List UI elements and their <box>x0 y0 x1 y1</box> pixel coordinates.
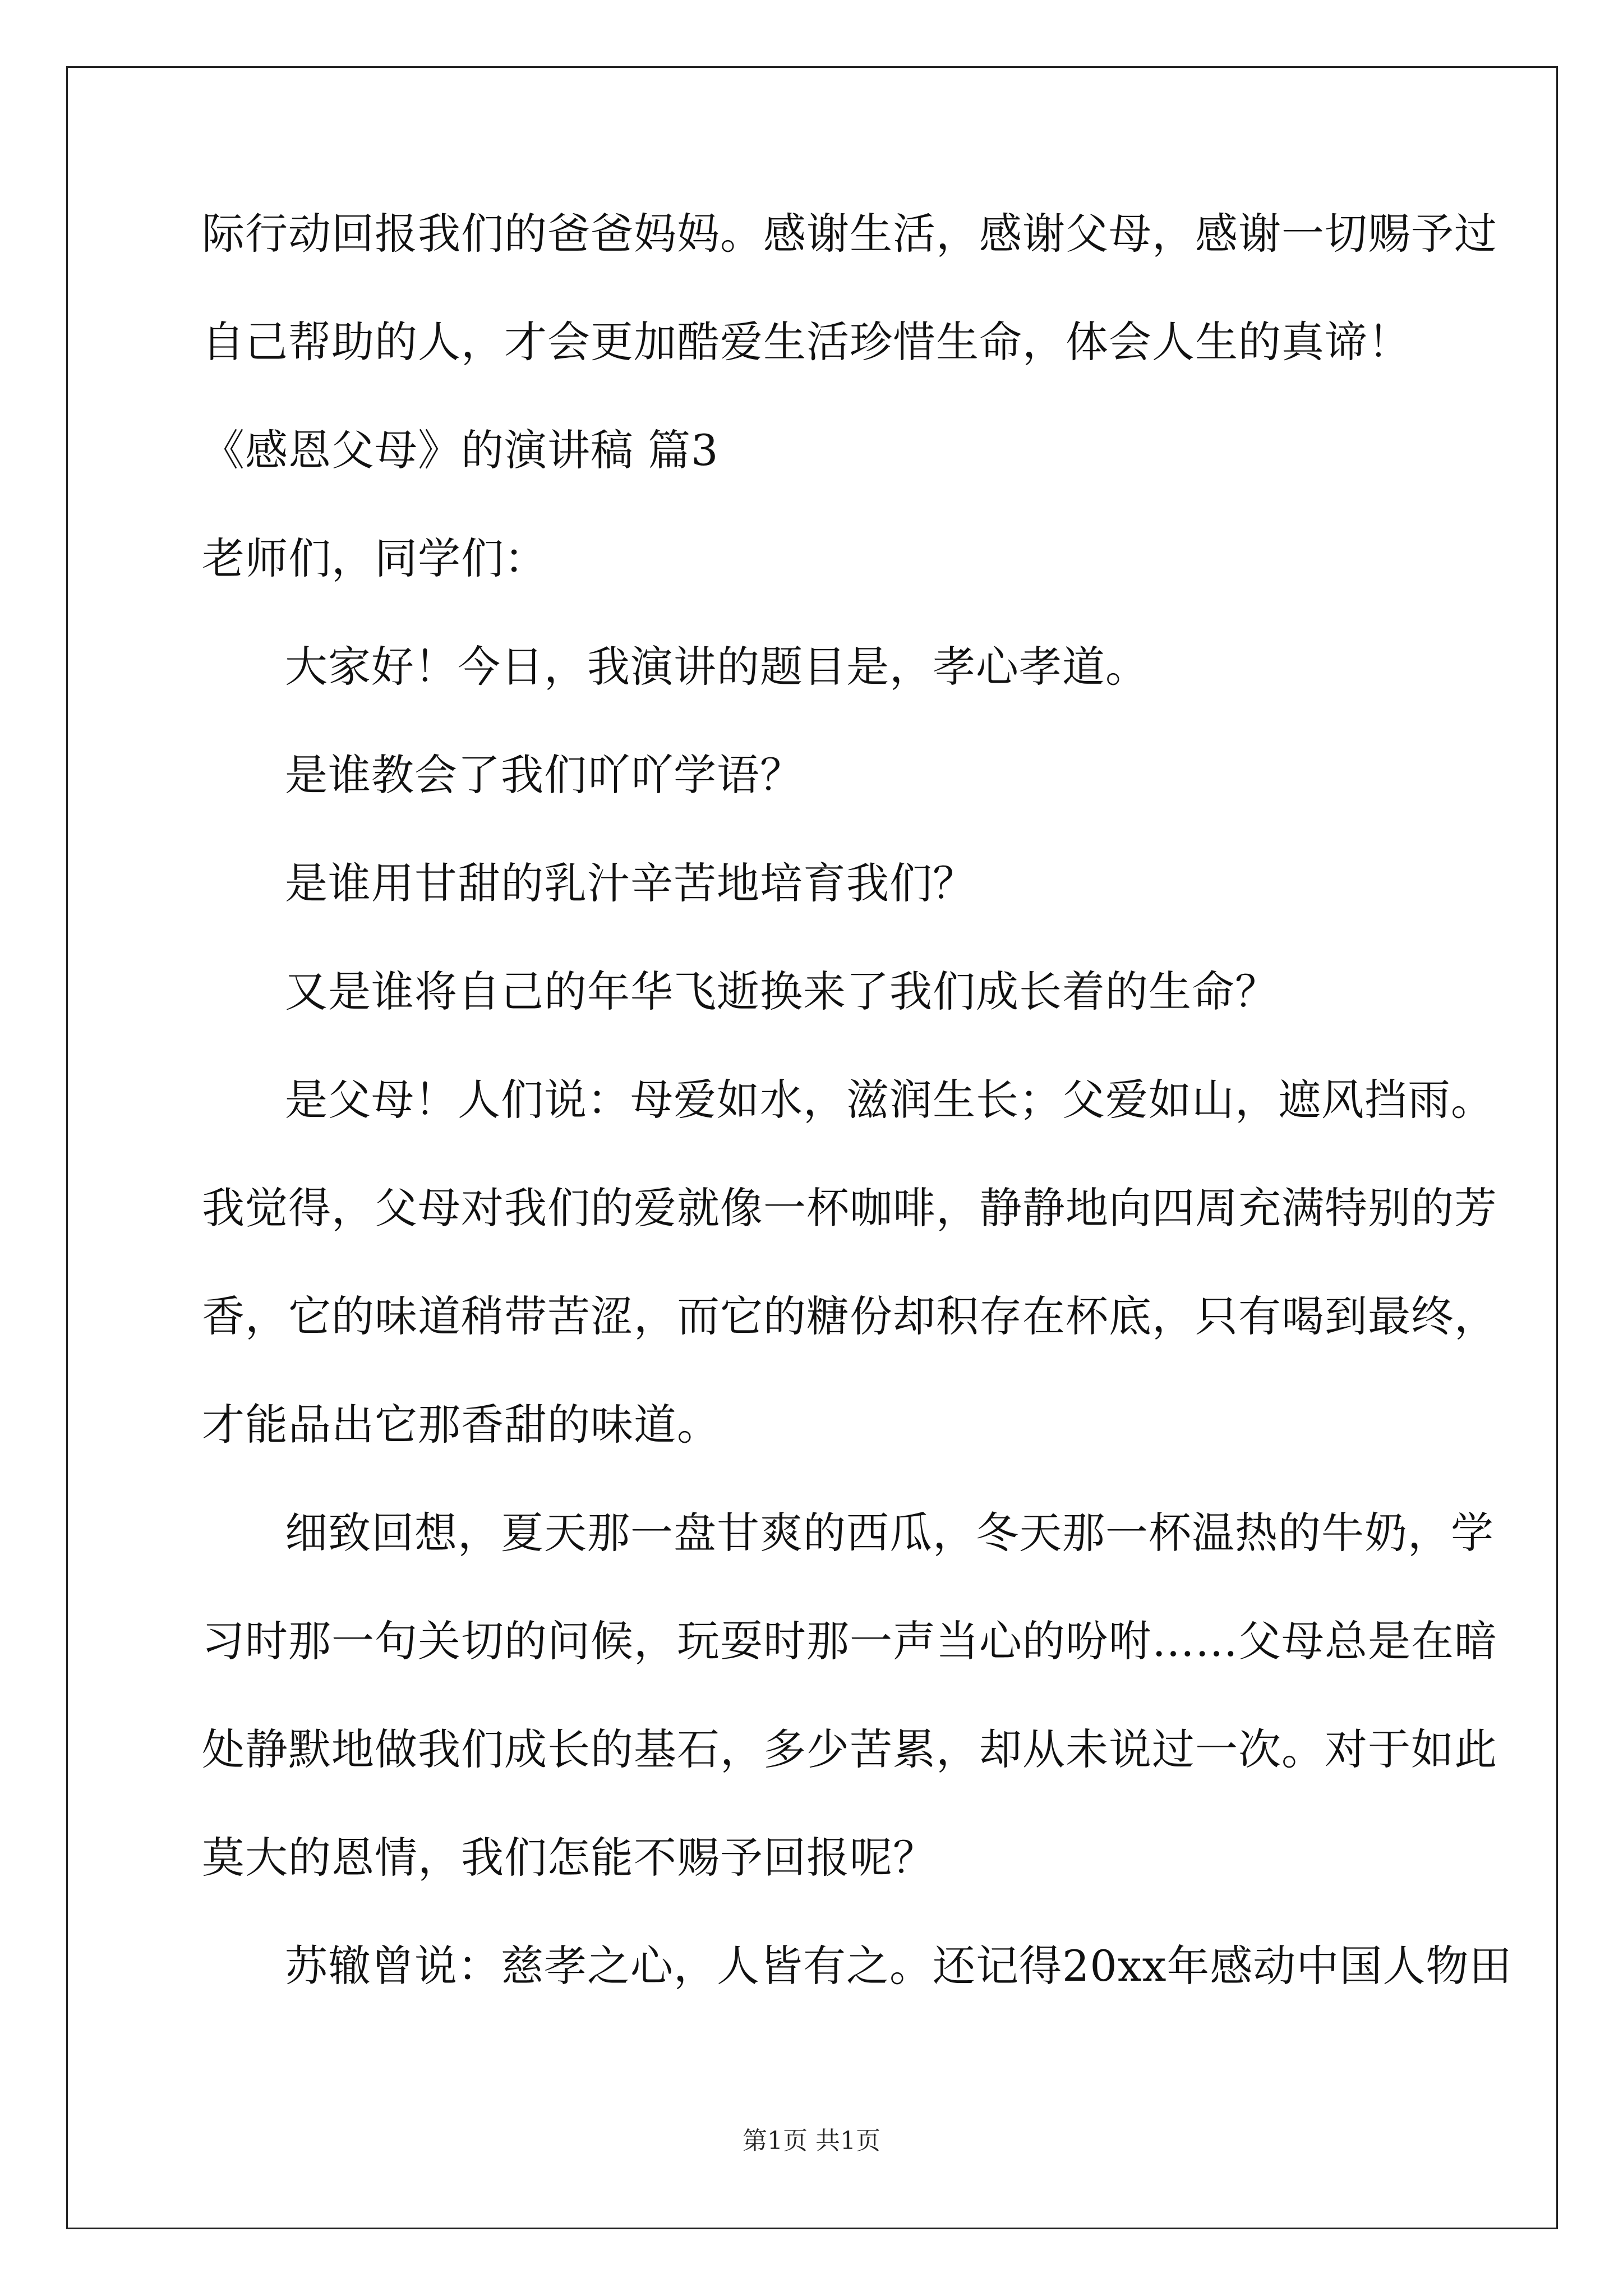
paragraph-recall-line-2: 习时那一句关切的问候，玩耍时那一声当心的吩咐……父母总是在暗 <box>202 1616 1497 1666</box>
paragraph-answer-line-3: 香，它的味道稍带苦涩，而它的糖份却积存在杯底，只有喝到最终， <box>202 1291 1497 1341</box>
paragraph-greeting: 大家好！今日，我演讲的题目是，孝心孝道。 <box>285 642 1149 692</box>
paragraph-recall-line-1: 细致回想，夏天那一盘甘爽的西瓜，冬天那一杯温热的牛奶，学 <box>285 1508 1494 1558</box>
section-heading: 《感恩父母》的演讲稿 篇3 <box>202 425 719 475</box>
paragraph-quote-line-1: 苏辙曾说：慈孝之心，人皆有之。还记得20xx年感动中国人物田 <box>285 1941 1513 1991</box>
text-line-1: 际行动回报我们的爸爸妈妈。感谢生活，感谢父母，感谢一切赐予过 <box>202 209 1497 259</box>
page-footer: 第1页 共1页 <box>743 2127 880 2155</box>
paragraph-answer-line-4: 才能品出它那香甜的味道。 <box>202 1400 720 1450</box>
paragraph-answer-line-1: 是父母！人们说：母爱如水，滋润生长；父爱如山，遮风挡雨。 <box>285 1075 1494 1125</box>
paragraph-question-2: 是谁用甘甜的乳汁辛苦地培育我们？ <box>285 858 976 908</box>
paragraph-recall-line-3: 处静默地做我们成长的基石，多少苦累，却从未说过一次。对于如此 <box>202 1724 1497 1774</box>
paragraph-recall-line-4: 莫大的恩情，我们怎能不赐予回报呢？ <box>202 1833 936 1883</box>
paragraph-question-3: 又是谁将自己的年华飞逝换来了我们成长着的生命？ <box>285 967 1278 1016</box>
page-border <box>66 66 1558 2229</box>
text-line-2: 自己帮助的人，才会更加酷爱生活珍惜生命，体会人生的真谛！ <box>202 317 1411 367</box>
salutation: 老师们，同学们： <box>202 533 547 583</box>
paragraph-question-1: 是谁教会了我们吖吖学语？ <box>285 750 803 800</box>
paragraph-answer-line-2: 我觉得，父母对我们的爱就像一杯咖啡，静静地向四周充满特别的芳 <box>202 1183 1497 1233</box>
